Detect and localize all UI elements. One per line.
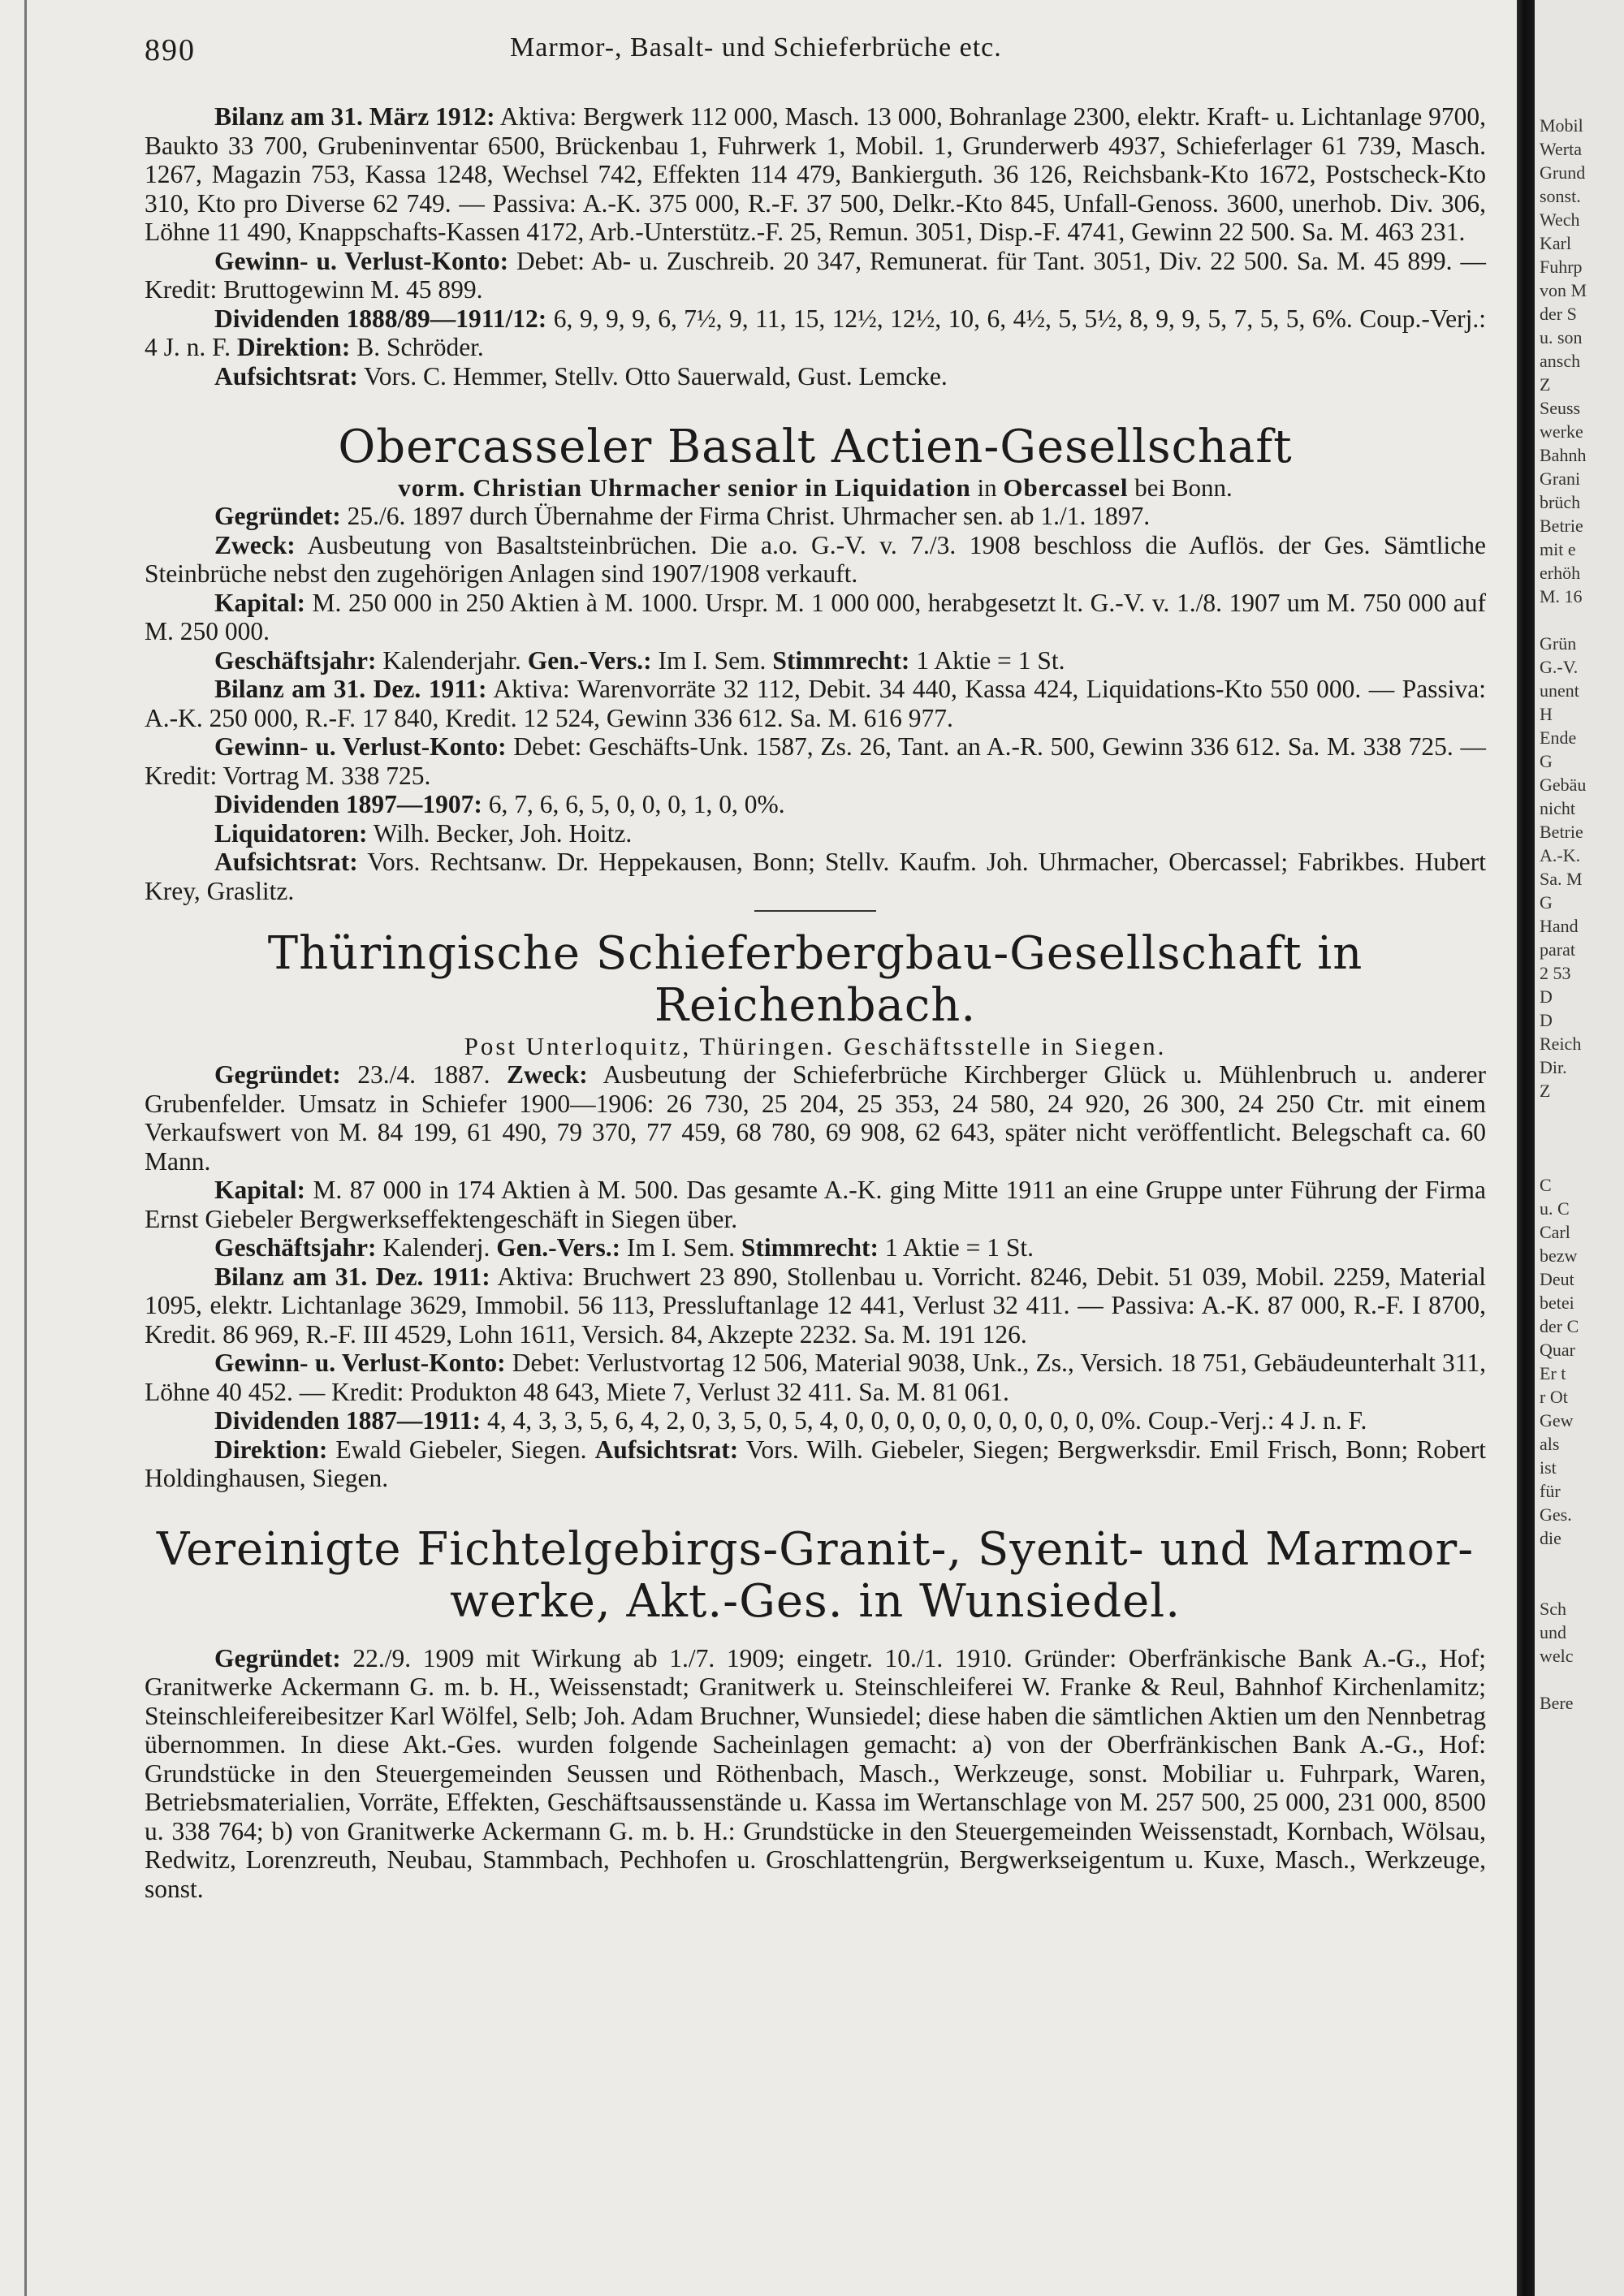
- direktion-text: B. Schröder.: [350, 333, 484, 361]
- adjacent-fragment: nicht: [1540, 798, 1575, 818]
- adjacent-fragment: Werta: [1540, 139, 1582, 159]
- gegruendet-text: 23./4. 1887.: [340, 1060, 507, 1089]
- dividend-label: Dividenden 1897—1907:: [214, 790, 482, 818]
- adjacent-fragment: D: [1540, 986, 1553, 1007]
- stimmrecht-label: Stimmrecht:: [741, 1233, 879, 1262]
- gegruendet-text: 25./6. 1897 durch Übernahme der Firma Christ. Uhrmacher sen. ab 1./1. 1897.: [340, 502, 1151, 530]
- adjacent-fragment: werke: [1540, 421, 1583, 442]
- adjacent-fragment: Hand: [1540, 916, 1579, 936]
- guv-paragraph: [145, 732, 1486, 790]
- dividend-text: 4, 4, 3, 3, 5, 6, 4, 2, 0, 3, 5, 0, 5, 4, 0, 0, 0, 0, 0, 0, 0, 0, 0, 0, 0%. Coup.-Verj.: 4 J. n. F.: [481, 1406, 1367, 1435]
- adjacent-fragment: G: [1540, 892, 1553, 913]
- adjacent-fragment: Wech: [1540, 209, 1580, 230]
- adjacent-fragment: Grani: [1540, 468, 1581, 489]
- dividend-paragraph: [145, 304, 1486, 362]
- adjacent-fragment: erhöh: [1540, 563, 1581, 583]
- adjacent-fragment: Reich: [1540, 1034, 1582, 1054]
- adjacent-fragment: Z: [1540, 1081, 1551, 1101]
- subtitle-place: Obercassel: [1003, 473, 1129, 502]
- adjacent-fragment: unent: [1540, 680, 1579, 701]
- adjacent-fragment: [1540, 1550, 1587, 1573]
- adjacent-fragment: D: [1540, 1010, 1553, 1030]
- zweck-paragraph: [145, 531, 1486, 589]
- genvers-text: Im I. Sem.: [651, 645, 773, 675]
- dividend-text: 6, 9, 9, 9, 6, 7½, 9, 11, 15, 12½, 12½, 10, 6, 4½, 5, 5½, 8, 9, 9, 5, 7, 5, 5, 6%. Coup.-Verj.: 4 J. n. F.: [145, 304, 1486, 361]
- kapital-label: Kapital:: [214, 588, 306, 617]
- liquidatoren-label: Liquidatoren:: [214, 818, 368, 848]
- dividend-paragraph: [145, 1406, 1486, 1435]
- adjacent-fragment: [1540, 1150, 1587, 1173]
- adjacent-fragment: [1540, 1103, 1587, 1126]
- adjacent-fragment: der S: [1540, 304, 1577, 324]
- zweck-text: Ausbeutung der Schieferbrüche Kirchberger Glück u. Mühlenbruch u. anderer Grubenfelder. Umsatz in Schiefer 1900—1906: 26 730, 25 204, 25 353, 24 580, 24 920, 26 300, 24 250 Ctr. mit einem Verkaufswert von M. 84 199, 61 490, 79 370, 77 459, 68 780, 69 908, 62 643, später nicht veröffentlicht. Belegschaft ca. 60 Mann.: [145, 1060, 1486, 1176]
- gegruendet-label: Gegründet:: [214, 502, 341, 530]
- adjacent-fragment: Er t: [1540, 1363, 1566, 1383]
- adjacent-fragment: G: [1540, 751, 1553, 771]
- gegruendet-text: 22./9. 1909 mit Wirkung ab 1./7. 1909; eingetr. 10./1. 1910. Gründer: Oberfränkische Bank A.-G., Hof; Granitwerke Ackermann G. m. b. H., Weissenstadt; Granitwerk u. Steinschleiferei W. Franke & Reul, Bahnhof Kirchenlamitz; Steinschleifereibesitzer Karl Wölfel, Selb; Joh. Adam Bruchner, Wunsiedel; diese haben die sämtlichen Aktien um den Nennbetrag übernommen. In diese Akt.-Ges. wurden folgende Sacheinlagen gemacht: a) von der Oberfränkischen Bank A.-G., Hof: Grundstücke in den Steuergemeinden Seussen und Röthenbach, Masch., Werkzeuge, sonst. Mobiliar u. Fuhrpark, Waren, Betriebsmaterialien, Vorräte, Effekten, Geschäftsaussenstände u. Kassa im Wertanschlage von M. 257 500, 25 000, 231 000, 8500 u. 338 764; b) von Granitwerke Ackermann G. m. b. H.: Grundstücke in den Steuergemeinden Weissenstadt, Kornbach, Wölsau, Redwitz, Lorenzreuth, Neubau, Stammbach, Pechhofen u. Groschlattengrün, Bergwerkseigentum u. Kuxe, Masch., Werkzeuge, sonst.: [145, 1643, 1486, 1903]
- guv-label: Gewinn- u. Verlust-Konto:: [214, 732, 507, 761]
- adjacent-fragment: Betrie: [1540, 516, 1583, 536]
- zweck-label: Zweck:: [507, 1060, 588, 1089]
- book-gutter: [1517, 0, 1535, 2296]
- gegruendet-label: Gegründet:: [214, 1643, 341, 1672]
- company-title-thueringische: Thüringische Schieferbergbau-Gesellschaft in Reichenbach.: [267, 927, 1363, 1032]
- adjacent-fragment: die: [1540, 1528, 1561, 1548]
- adjacent-fragment: Seuss: [1540, 398, 1581, 418]
- adjacent-fragment: Gebäu: [1540, 775, 1587, 795]
- geschaeftsjahr-paragraph: [145, 646, 1486, 675]
- adjacent-page-fragments: [1540, 114, 1587, 1713]
- bilanz-paragraph: [145, 675, 1486, 732]
- aufsichtsrat-text: Vors. Wilh. Giebeler, Siegen; Bergwerksdir. Emil Frisch, Bonn; Robert Holdinghausen, Siegen.: [145, 1435, 1486, 1492]
- adjacent-fragment: Sch: [1540, 1599, 1566, 1619]
- page-edge-line: [24, 0, 27, 2296]
- geschaeftsjahr-text: Kalenderjahr.: [376, 645, 528, 675]
- adjacent-fragment: u. son: [1540, 327, 1583, 347]
- dividend-paragraph: [145, 790, 1486, 819]
- adjacent-fragment: sonst.: [1540, 186, 1581, 206]
- adjacent-fragment: von M: [1540, 280, 1587, 300]
- direktion-text: Ewald Giebeler, Siegen.: [327, 1435, 595, 1464]
- page-body: [145, 102, 1486, 1903]
- genvers-text: Im I. Sem.: [620, 1233, 741, 1262]
- adjacent-fragment: Bere: [1540, 1693, 1574, 1713]
- company-title-fichtelgebirgs-line2: werke, Akt.-Ges. in Wunsiedel.: [449, 1574, 1181, 1628]
- company-subtitle-obercasseler: [145, 473, 1486, 502]
- kapital-text: M. 250 000 in 250 Aktien à M. 1000. Urspr. M. 1 000 000, herabgesetzt lt. G.-V. v. 1./8. 1907 um M. 750 000 auf M. 250 000.: [145, 588, 1486, 645]
- adjacent-fragment: Gew: [1540, 1410, 1574, 1431]
- page-header: [145, 26, 1484, 67]
- adjacent-fragment: G.-V.: [1540, 657, 1579, 677]
- bilanz-text: Aktiva: Bruchwert 23 890, Stollenbau u. Vorricht. 8246, Debit. 51 039, Mobil. 2259, Material 1095, elektr. Lichtanlage 3629, Immobil. 56 113, Pressluftanlage 12 441, Verlust 32 411. — Passiva: A.-K. 87 000, R.-F. I 8700, Kredit. 86 969, R.-F. III 4529, Lohn 1611, Versich. 84, Akzepte 2232. Sa. M. 191 126.: [145, 1262, 1486, 1349]
- genvers-label: Gen.-Vers.:: [496, 1233, 621, 1262]
- geschaeftsjahr-label: Geschäftsjahr:: [214, 645, 377, 675]
- subtitle-rest: bei Bonn.: [1128, 473, 1233, 502]
- guv-label: Gewinn- u. Verlust-Konto:: [214, 246, 509, 275]
- bilanz-paragraph: [145, 1262, 1486, 1349]
- adjacent-fragment: Fuhrp: [1540, 257, 1583, 277]
- zweck-label: Zweck:: [214, 530, 296, 559]
- adjacent-fragment: Quar: [1540, 1340, 1575, 1360]
- kapital-label: Kapital:: [214, 1176, 306, 1204]
- adjacent-fragment: H: [1540, 704, 1553, 724]
- direktion-label: Direktion:: [236, 333, 351, 361]
- dividend-text: 6, 7, 6, 6, 5, 0, 0, 0, 1, 0, 0%.: [482, 790, 785, 818]
- dividend-label: Dividenden 1888/89—1911/12:: [214, 304, 547, 333]
- adjacent-fragment: Karl: [1540, 233, 1572, 253]
- aufsichtsrat-label: Aufsichtsrat:: [214, 848, 358, 876]
- guv-label: Gewinn- u. Verlust-Konto:: [214, 1349, 506, 1377]
- guv-paragraph: [145, 247, 1486, 304]
- adjacent-fragment: und: [1540, 1622, 1566, 1642]
- direktion-label: Direktion:: [214, 1435, 328, 1464]
- geschaeftsjahr-text: Kalenderj.: [376, 1233, 497, 1262]
- genvers-label: Gen.-Vers.:: [527, 645, 652, 675]
- stimmrecht-text: 1 Aktie = 1 St.: [878, 1233, 1034, 1262]
- kapital-paragraph: [145, 1176, 1486, 1233]
- adjacent-fragment: A.-K.: [1540, 845, 1581, 865]
- kapital-paragraph: [145, 589, 1486, 646]
- aufsichtsrat-label: Aufsichtsrat:: [214, 361, 358, 391]
- liquidatoren-paragraph: [145, 819, 1486, 848]
- adjacent-fragment: Sa. M: [1540, 869, 1583, 889]
- aufsichtsrat-paragraph: [145, 362, 1486, 391]
- direktion-paragraph: [145, 1435, 1486, 1493]
- stimmrecht-label: Stimmrecht:: [772, 645, 910, 675]
- guv-text: Debet: Geschäfts-Unk. 1587, Zs. 26, Tant. an A.-R. 500, Gewinn 336 612. Sa. M. 338 725. — Kredit: Vortrag M. 338 725.: [145, 732, 1486, 790]
- bilanz-label: Bilanz am 31. Dez. 1911:: [214, 675, 487, 703]
- aufsichtsrat-label: Aufsichtsrat:: [594, 1435, 739, 1464]
- adjacent-fragment: 2 53: [1540, 963, 1571, 983]
- adjacent-fragment: Bahnh: [1540, 445, 1587, 465]
- gegruendet-paragraph: [145, 1644, 1486, 1904]
- aufsichtsrat-paragraph: [145, 848, 1486, 905]
- adjacent-fragment: der C: [1540, 1316, 1579, 1336]
- subtitle-bold: vorm. Christian Uhrmacher senior in Liquidation: [398, 473, 971, 502]
- company-title-fichtelgebirgs-line1: Vereinigte Fichtelgebirgs-Granit-, Syenit- und Marmor-: [156, 1522, 1475, 1576]
- aufsichtsrat-text: Vors. C. Hemmer, Stellv. Otto Sauerwald, Gust. Lemcke.: [357, 361, 948, 391]
- adjacent-fragment: ansch: [1540, 351, 1581, 371]
- bilanz-text: Aktiva: Warenvorräte 32 112, Debit. 34 440, Kassa 424, Liquidations-Kto 550 000. — Passiva: A.-K. 250 000, R.-F. 17 840, Kredit. 12 524, Gewinn 336 612. Sa. M. 616 977.: [145, 675, 1486, 732]
- page-number: 890: [145, 33, 196, 67]
- bilanz-label: Bilanz am 31. Dez. 1911:: [214, 1262, 490, 1291]
- adjacent-fragment: Carl: [1540, 1222, 1570, 1242]
- guv-paragraph: [145, 1349, 1486, 1406]
- adjacent-fragment: Ende: [1540, 727, 1577, 748]
- adjacent-fragment: Z: [1540, 374, 1551, 395]
- adjacent-fragment: C: [1540, 1175, 1552, 1195]
- adjacent-fragment: [1540, 1126, 1587, 1150]
- kapital-text: M. 87 000 in 174 Aktien à M. 500. Das gesamte A.-K. ging Mitte 1911 an eine Gruppe unter Führung der Firma Ernst Giebeler Bergwerkseffektengeschäft in Siegen über.: [145, 1176, 1486, 1233]
- gegruendet-paragraph: [145, 1060, 1486, 1176]
- bilanz-paragraph: [145, 102, 1486, 247]
- adjacent-fragment: M. 16: [1540, 586, 1583, 606]
- adjacent-fragment: für: [1540, 1481, 1561, 1501]
- dividend-label: Dividenden 1887—1911:: [214, 1406, 482, 1435]
- adjacent-fragment: Deut: [1540, 1269, 1574, 1289]
- adjacent-fragment: welc: [1540, 1646, 1574, 1666]
- zweck-text: Ausbeutung von Basaltsteinbrüchen. Die a.o. G.-V. v. 7./3. 1908 beschloss die Auflös. der Ges. Sämtliche Steinbrüche nebst den zugehörigen Anlagen sind 1907/1908 verkauft.: [145, 530, 1486, 588]
- adjacent-fragment: r Ot: [1540, 1387, 1568, 1407]
- adjacent-fragment: Grün: [1540, 633, 1577, 654]
- geschaeftsjahr-label: Geschäftsjahr:: [214, 1233, 377, 1262]
- adjacent-fragment: Ges.: [1540, 1504, 1572, 1525]
- stimmrecht-text: 1 Aktie = 1 St.: [909, 645, 1065, 675]
- adjacent-fragment: [1540, 608, 1587, 632]
- adjacent-fragment: Betrie: [1540, 822, 1583, 842]
- adjacent-fragment: Mobil: [1540, 115, 1583, 136]
- adjacent-fragment: [1540, 1668, 1587, 1691]
- gegruendet-label: Gegründet:: [214, 1060, 341, 1089]
- guv-text: Debet: Ab- u. Zuschreib. 20 347, Remunerat. für Tant. 3051, Div. 22 500. Sa. M. 45 899. — Kredit: Bruttogewinn M. 45 899.: [145, 246, 1486, 304]
- adjacent-fragment: [1540, 1573, 1587, 1597]
- adjacent-fragment: Grund: [1540, 162, 1586, 183]
- adjacent-fragment: u. C: [1540, 1198, 1570, 1219]
- adjacent-fragment: bezw: [1540, 1245, 1578, 1266]
- gegruendet-paragraph: [145, 502, 1486, 531]
- bilanz-text: Aktiva: Bergwerk 112 000, Masch. 13 000, Bohranlage 2300, elektr. Kraft- u. Lichtanlage 9700, Baukto 33 700, Grubeninventar 6500, Brückenbau 1, Fuhrwerk 1, Mobil. 1, Grunderwerb 4937, Schieferlager 61 739, Masch. 1267, Magazin 753, Kassa 1248, Wechsel 742, Effekten 114 479, Bankierguth. 36 126, Reichsbank-Kto 1672, Postscheck-Kto 310, Kto pro Diverse 62 749. — Passiva: A.-K. 375 000, R.-F. 37 500, Delkr.-Kto 845, Unfall-Genoss. 3600, unerhob. Div. 306, Löhne 11 490, Knappschafts-Kassen 4172, Arb.-Unterstütz.-F. 25, Remun. 3051, Disp.-F. 4741, Gewinn 22 500. Sa. M. 463 231.: [145, 102, 1487, 246]
- liquidatoren-text: Wilh. Becker, Joh. Hoitz.: [367, 818, 633, 848]
- subtitle-in: in: [970, 473, 1004, 502]
- adjacent-fragment: als: [1540, 1434, 1560, 1454]
- company-subtitle-thueringische: Post Unterloquitz, Thüringen. Geschäftsstelle in Siegen.: [464, 1032, 1167, 1060]
- adjacent-fragment: mit e: [1540, 539, 1576, 559]
- guv-text: Debet: Verlustvortag 12 506, Material 9038, Unk., Zs., Versich. 18 751, Gebäudeunterhalt 311, Löhne 40 452. — Kredit: Produkton 48 643, Miete 7, Verlust 32 411. Sa. M. 81 061.: [145, 1349, 1486, 1406]
- adjacent-fragment: brüch: [1540, 492, 1581, 512]
- adjacent-fragment: Dir.: [1540, 1057, 1567, 1077]
- running-title: Marmor-, Basalt- und Schieferbrüche etc.: [510, 32, 1002, 63]
- company-title-obercasseler: Obercasseler Basalt Actien-Gesellschaft: [338, 421, 1293, 473]
- geschaeftsjahr-paragraph: [145, 1233, 1486, 1262]
- bilanz-label: Bilanz am 31. März 1912:: [214, 102, 495, 131]
- aufsichtsrat-text: Vors. Rechtsanw. Dr. Heppekausen, Bonn; Stellv. Kaufm. Joh. Uhrmacher, Obercassel; Fabrikbes. Hubert Krey, Graslitz.: [145, 848, 1486, 905]
- adjacent-fragment: parat: [1540, 939, 1575, 960]
- adjacent-page-strip: [1535, 0, 1624, 2296]
- adjacent-fragment: ist: [1540, 1457, 1557, 1478]
- adjacent-fragment: betei: [1540, 1293, 1574, 1313]
